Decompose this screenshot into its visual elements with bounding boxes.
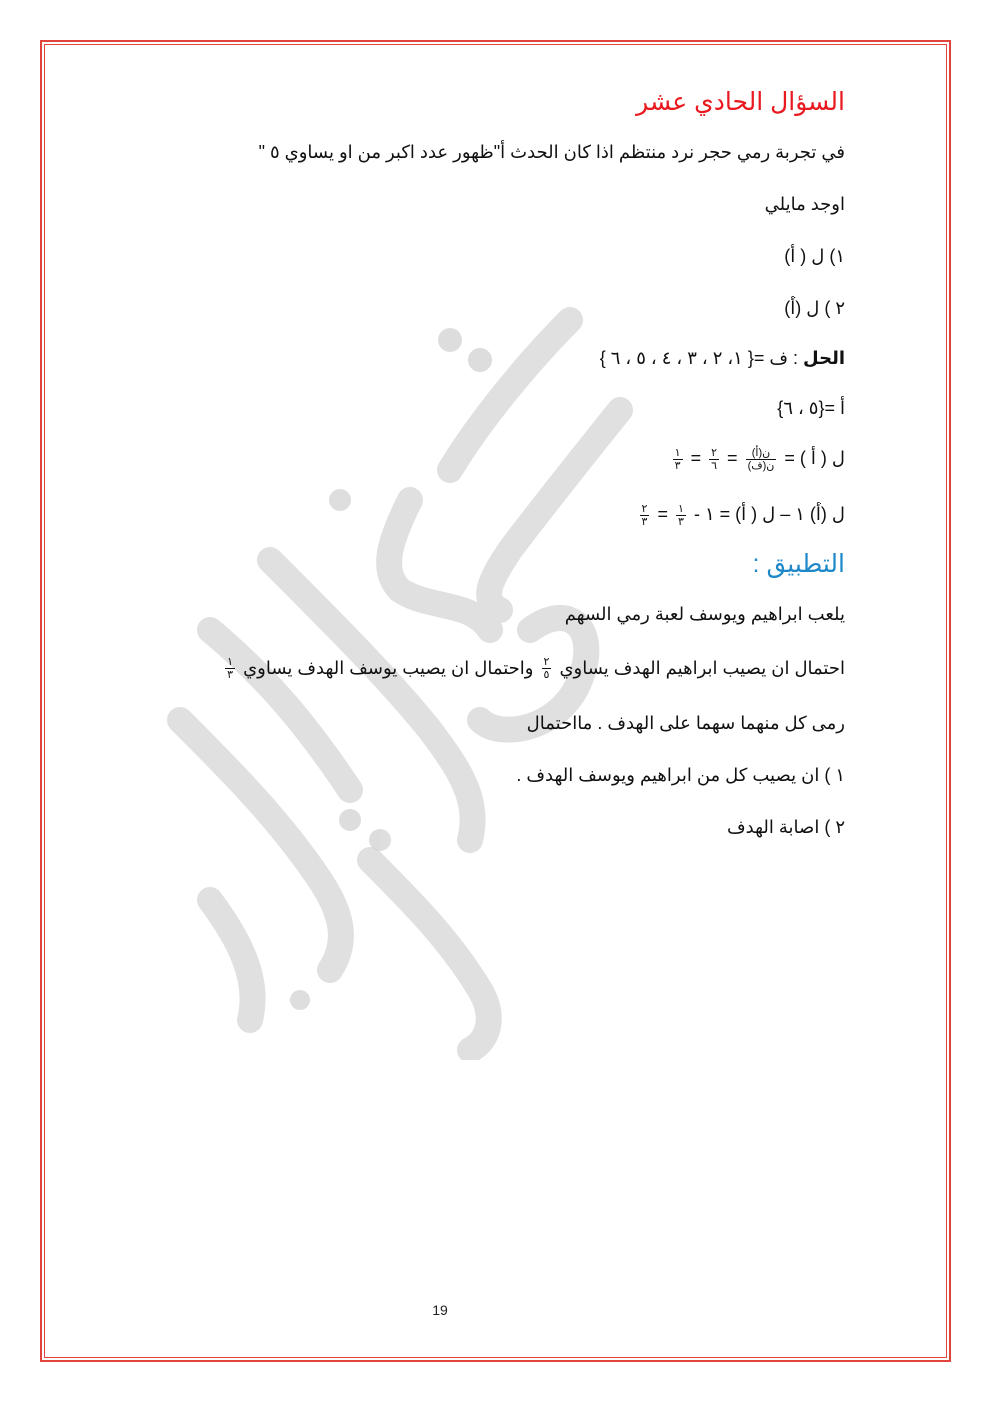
application-item-2: ٢ ) اصابة الهدف <box>727 817 845 838</box>
sample-space-value: : ف ={ ١، ٢ ، ٣ ، ٤ ، ٥ ، ٦ } <box>599 348 804 368</box>
fraction-denominator: ٦ <box>711 459 718 472</box>
prob-a-lhs: ل ( أ ) = <box>784 448 845 468</box>
fraction-numerator: ن(أ) <box>746 447 777 460</box>
application-item-1: ١ ) ان يصيب كل من ابراهيم ويوسف الهدف . <box>516 765 845 786</box>
solution-label: الحل <box>803 348 845 368</box>
probability-a-line <box>90 446 845 472</box>
equals-sign: = <box>690 448 702 468</box>
prob-not-a-prefix: ل ( <box>820 503 845 524</box>
prob-not-a-suffix: ) <box>809 503 816 524</box>
equals-sign: = <box>657 503 668 524</box>
fraction-one-third <box>673 447 683 472</box>
page-number: 19 <box>432 1302 448 1318</box>
application-line-2b: واحتمال ان يصيب يوسف الهدف يساوي <box>243 657 534 678</box>
fraction-one-third <box>225 656 235 681</box>
problem-item-2-suffix: ) <box>784 298 791 318</box>
fraction-numerator: ٢ <box>711 446 718 459</box>
fraction-two-sixths <box>709 447 719 472</box>
fraction-denominator: ٣ <box>641 515 648 528</box>
probability-not-a-line <box>90 502 845 528</box>
application-line-1: يلعب ابراهيم ويوسف لعبة رمي السهم <box>564 603 845 624</box>
fraction-numerator: ٢ <box>543 656 550 669</box>
solution-event: أ ={٥ ، ٦} <box>777 398 845 418</box>
fraction-two-fifths <box>542 656 552 681</box>
equals-sign: = <box>727 448 738 468</box>
fraction-numerator: ١ <box>674 446 681 459</box>
fraction-denominator: ٣ <box>227 669 234 682</box>
problem-statement: في تجربة رمي حجر نرد منتظم اذا كان الحدث أ"ظهور عدد اكبر من او يساوي ٥ " <box>258 142 845 162</box>
fraction-denominator: ٣ <box>674 459 681 472</box>
problem-item-2-prefix: ٢ ) ل ( <box>795 298 845 318</box>
application-title: التطبيق : <box>752 549 845 578</box>
fraction-denominator: ٣ <box>678 515 684 528</box>
problem-item-2-complement: أ <box>790 298 796 318</box>
fraction-numerator: ١ <box>227 656 234 669</box>
problem-item-2 <box>90 296 845 320</box>
fraction-denominator: ن(ف) <box>747 459 775 472</box>
application-line-2a: احتمال ان يصيب ابراهيم الهدف يساوي <box>559 657 845 678</box>
find-instruction: اوجد مايلي <box>764 194 845 214</box>
application-line-3: رمى كل منهما سهما على الهدف . مااحتمال <box>526 713 845 734</box>
fraction-numerator: ١ <box>678 502 684 515</box>
fraction-one-third <box>676 503 686 528</box>
fraction-numerator: ٢ <box>641 502 648 515</box>
prob-not-a-complement: أ <box>815 503 821 524</box>
fraction-denominator: ٥ <box>543 669 550 682</box>
fraction-na-over-nf <box>746 447 777 472</box>
question-title: السؤال الحادي عشر <box>636 88 845 116</box>
page-content <box>90 80 845 839</box>
problem-item-1: ١) ل ( أ) <box>784 246 845 266</box>
application-line-2 <box>90 656 845 682</box>
prob-not-a-middle: ١ – ل ( أ) = ١ - <box>693 503 805 524</box>
solution-sample-space <box>90 346 845 370</box>
fraction-two-thirds <box>640 503 650 528</box>
